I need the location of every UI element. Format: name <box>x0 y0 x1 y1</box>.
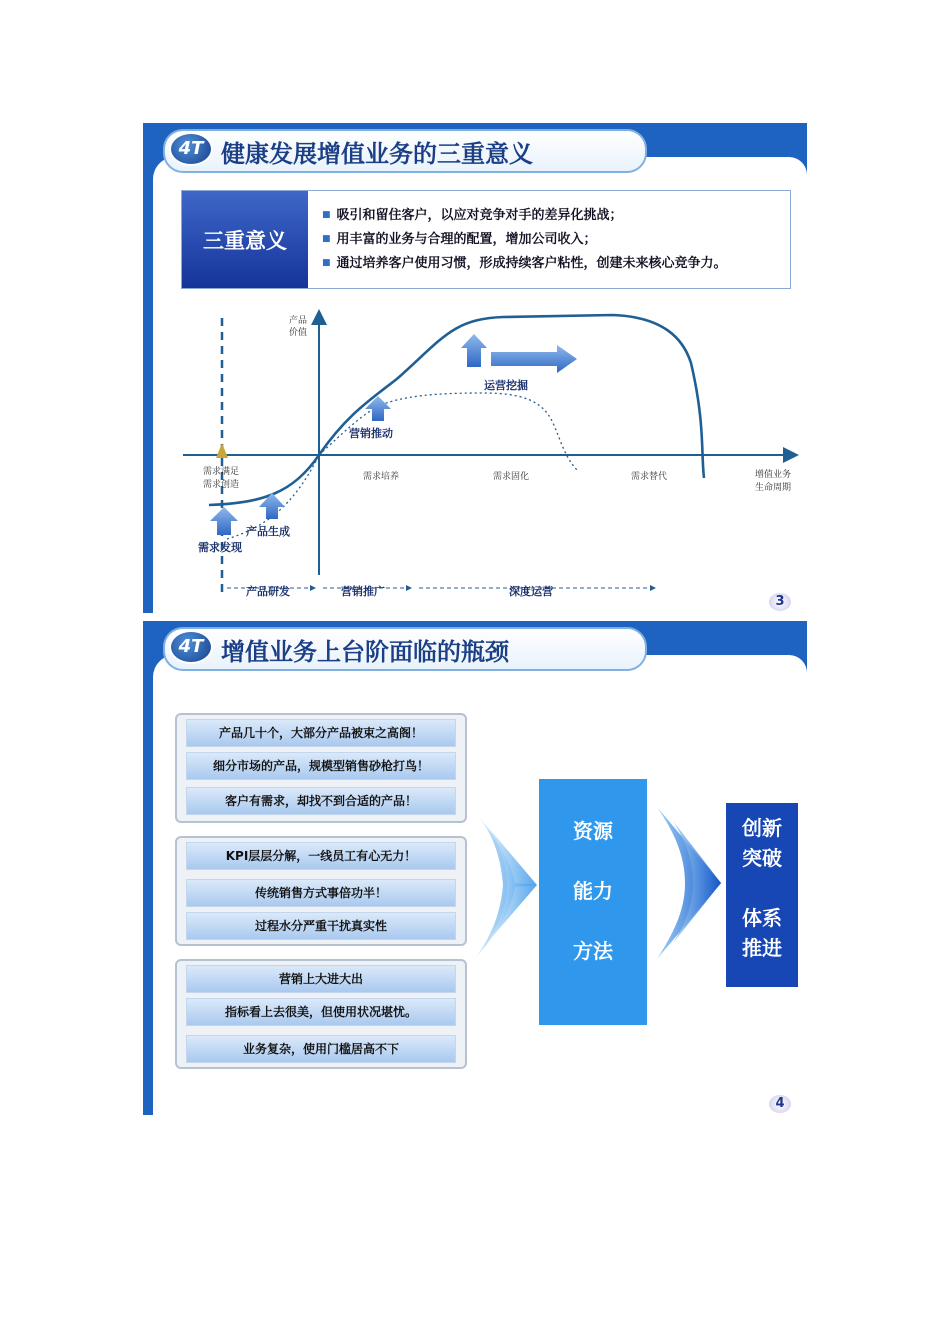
stage-replace: 需求替代 <box>631 472 668 482</box>
system-label: 体系 <box>742 906 782 930</box>
logo-4t: 4T <box>169 630 213 664</box>
meaning-item: ■ 用丰富的业务与合理的配置，增加公司收入； <box>322 227 727 251</box>
problem-row: 细分市场的产品，规模型销售砂枪打鸟！ <box>186 752 456 780</box>
y-label-1: 产品 <box>289 316 308 326</box>
meaning-item: ■ 通过培养客户使用习惯，形成持续客户粘性，创建未来核心竞争力。 <box>322 251 727 275</box>
y-label-2: 价值 <box>289 328 308 338</box>
logo-4t: 4T <box>169 132 213 166</box>
lifecycle-diagram <box>143 123 807 613</box>
arrow-up-mining <box>461 334 487 367</box>
phase-rd: 产品研发 <box>246 585 290 598</box>
slide-2 <box>143 621 807 1115</box>
method-label: 方法 <box>573 939 613 963</box>
page-number: 4 <box>769 1095 791 1113</box>
label-mining: 运营挖掘 <box>484 379 528 392</box>
problem-row: 产品几十个，大部分产品被束之高阁！ <box>186 719 456 747</box>
resources-box <box>539 779 647 1025</box>
meaning-item: ■ 吸引和留住客户，以应对竞争对手的差异化挑战； <box>322 203 727 227</box>
page-number: 3 <box>769 593 791 611</box>
start-marker <box>216 443 228 458</box>
breakthrough-box <box>726 803 798 987</box>
problem-row: 过程水分严重干扰真实性 <box>186 912 456 940</box>
arrow-right-mining <box>491 345 577 373</box>
capability-label: 能力 <box>573 879 613 903</box>
stage-meet-2: 需求创造 <box>203 480 240 490</box>
problem-row: 客户有需求，却找不到合适的产品！ <box>186 787 456 815</box>
problem-row: 指标看上去很美，但使用状况堪忧。 <box>186 998 456 1026</box>
slide-title: 健康发展增值业务的三重意义 <box>221 140 533 168</box>
problem-row: 业务复杂，使用门槛居高不下 <box>186 1035 456 1063</box>
stage-cultivate: 需求培养 <box>363 472 400 482</box>
x-label-1: 增值业务 <box>755 470 792 480</box>
phase-promo: 营销推广 <box>341 585 385 598</box>
problem-row: 营销上大进大出 <box>186 965 456 993</box>
x-label-2: 生命周期 <box>755 483 792 493</box>
phase-deep: 深度运营 <box>509 585 553 598</box>
label-discover: 需求发现 <box>198 541 242 554</box>
arrow-up-discover <box>210 507 238 535</box>
problem-row: KPI层层分解，一线员工有心无力！ <box>186 842 456 870</box>
resource-label: 资源 <box>573 819 613 843</box>
breakthrough-label: 突破 <box>742 846 782 870</box>
label-generate: 产品生成 <box>246 525 290 538</box>
flow-arrows <box>143 621 807 1115</box>
problem-row: 传统销售方式事倍功半！ <box>186 879 456 907</box>
innovate-label: 创新 <box>742 816 782 840</box>
chevron-arrow-icon <box>476 813 537 957</box>
label-marketing: 营销推动 <box>349 427 393 440</box>
chevron-arrow-icon <box>657 807 721 959</box>
slide-1 <box>143 123 807 613</box>
stage-meet-1: 需求满足 <box>203 467 240 477</box>
stage-solidify: 需求固化 <box>493 472 530 482</box>
advance-label: 推进 <box>742 936 782 960</box>
meaning-label: 三重意义 <box>182 191 308 288</box>
value-curve <box>209 315 704 505</box>
slide-title: 增值业务上台阶面临的瓶颈 <box>221 638 509 666</box>
